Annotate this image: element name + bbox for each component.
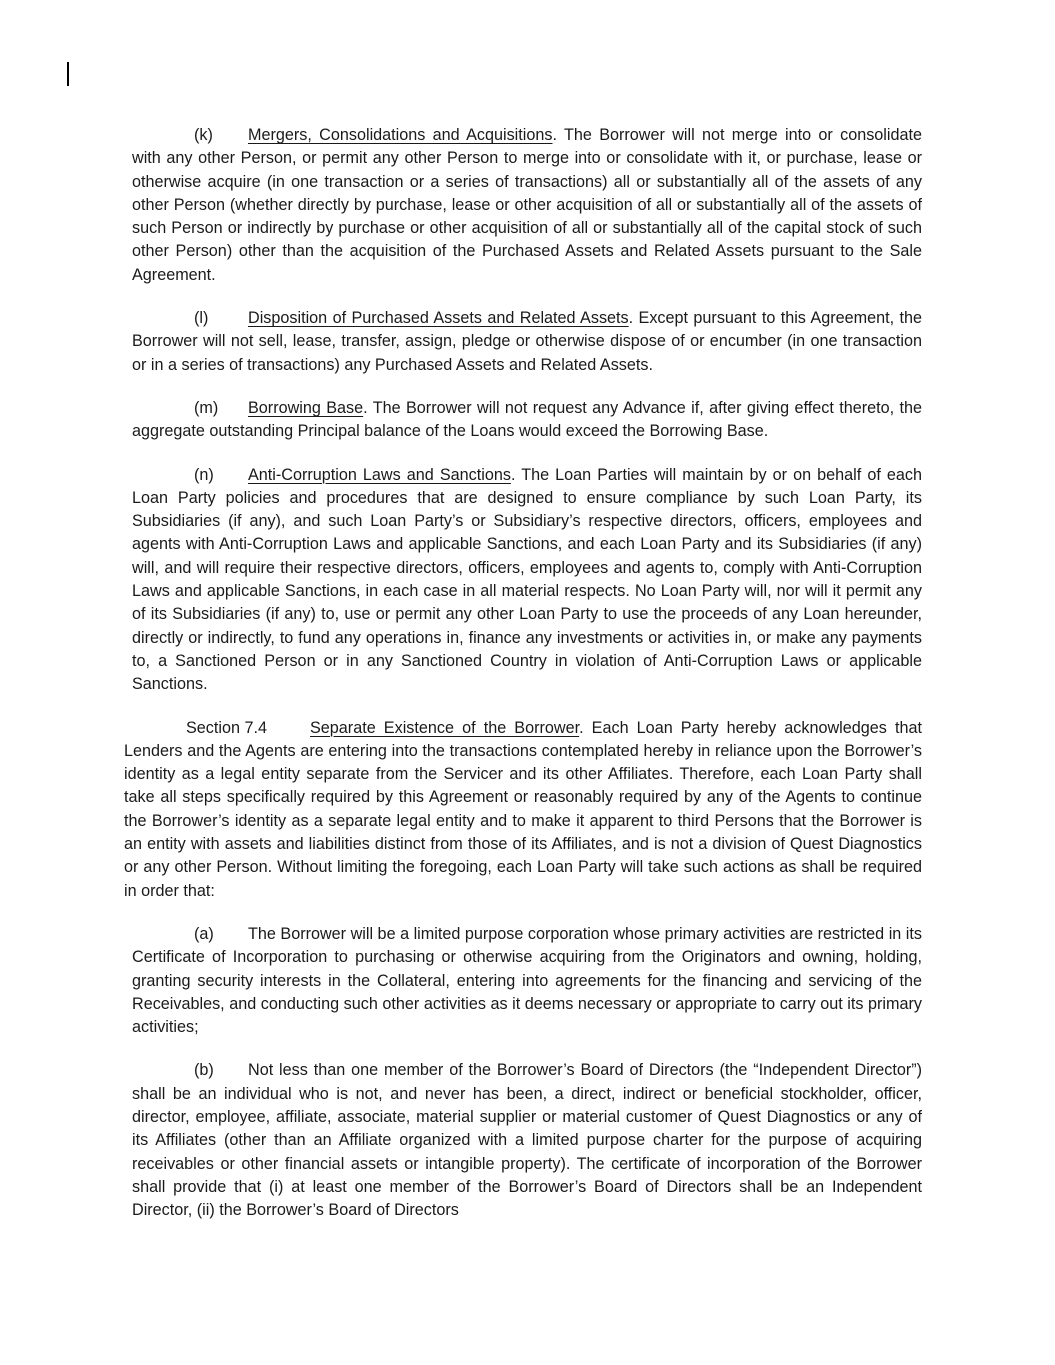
subparagraph-label: (a) [194,924,214,943]
paragraph-k [132,124,922,287]
subparagraph-text: Not less than one member of the Borrower’s Board of Directors (the “Independent Director”) shall be an individual who is not, and never has been, a direct, indirect or beneficial stockholder, officer, director, employee, affiliate, associate, material supplier or material customer of Quest Diagnostics or any of its Affiliates (other than an Affiliate organized with a limited purpose charter for the purpose of acquiring receivables or other financial assets or intangible property). The certificate of incorporation of the Borrower shall provide that (i) at least one member of the Borrower’s Board of Directors shall be an Independent Director, (ii) the Borrower’s Board of Directors [132,1061,922,1220]
paragraph-m [132,397,922,444]
paragraph-label: (l) [194,309,209,328]
paragraph-heading: Borrowing Base [248,398,364,417]
paragraph-heading: Disposition of Purchased Assets and Related Assets [248,309,629,328]
paragraph-text: . The Borrower will not request any Advance if, after giving effect thereto, the aggregate outstanding Principal balance of the Loans would exceed the Borrowing Base. [132,398,922,441]
section-heading: Separate Existence of the Borrower [310,718,580,737]
section-7-4 [124,717,922,903]
paragraph-label: (m) [194,398,219,417]
paragraph-heading: Mergers, Consolidations and Acquisitions [248,126,553,144]
paragraph-heading: Anti-Corruption Laws and Sanctions [248,465,511,484]
paragraph-text: . The Borrower will not merge into or consolidate with any other Person, or permit any other Person to merge into or consolidate with it, or purchase, lease or otherwise acquire (in one transaction or a series of transactions) all or substantially all of the assets of any other Person (whether directly by purchase, lease or other acquisition of all or substantially all of the assets of such Person or indirectly by purchase or other acquisition of all or substantially all of the capital stock of such other Person) other than the acquisition of the Purchased Assets and Related Assets pursuant to the Sale Agreement. [132,126,923,284]
paragraph-label: (k) [194,126,213,144]
subparagraph-a [132,923,922,1039]
subparagraph-label: (b) [194,1061,214,1080]
section-text: . Each Loan Party hereby acknowledges that Lenders and the Agents are entering into the transactions contemplated hereby in reliance upon the Borrower’s identity as a legal entity separate from the Servicer and its other Affiliates. Therefore, each Loan Party shall take all steps specifically required by this Agreement or reasonably required by any of the Agents to continue the Borrower’s identity as a separate legal entity and to make it apparent to third Persons that the Borrower is an entity with assets and liabilities distinct from those of its Affiliates, and is not a division of Quest Diagnostics or any other Person. Without limiting the foregoing, each Loan Party will take such actions as shall be required in order that: [124,718,922,900]
text-cursor [67,62,69,86]
paragraph-label: (n) [194,465,214,484]
paragraph-n [132,464,922,697]
paragraph-l [132,307,922,377]
paragraph-text: . Except pursuant to this Agreement, the Borrower will not sell, lease, transfer, assign, pledge or otherwise dispose of or encumber (in one transaction or in a series of transactions) any Purchased Assets and Related Assets. [132,309,922,374]
section-label: Section 7.4 [186,718,267,737]
paragraph-text: . The Loan Parties will maintain by or on behalf of each Loan Party policies and procedures that are designed to ensure compliance by such Loan Party, its Subsidiaries (if any), and such Loan Party’s or Subsidiary’s respective directors, officers, employees and agents with Anti-Corruption Laws and applicable Sanctions, and each Loan Party and its Subsidiaries (if any) will, and will require their respective directors, officers, employees and agents to, comply with Anti-Corruption Laws and applicable Sanctions, in each case in all material respects. No Loan Party will, nor will it permit any of its Subsidiaries (if any) to, use or permit any other Loan Party to use the proceeds of any Loan hereunder, directly or indirectly, to fund any operations in, finance any investments or activities in, or make any payments to, a Sanctioned Person or in any Sanctioned Country in violation of Anti-Corruption Laws or applicable Sanctions. [132,465,923,694]
subparagraph-b [132,1059,922,1222]
document-body [124,124,923,1242]
subparagraph-text: The Borrower will be a limited purpose corporation whose primary activities are restricted in its Certificate of Incorporation to purchasing or otherwise acquiring from the Originators and owning, holding, granting security interests in the Collateral, entering into agreements for the financing and servicing of the Receivables, and conducting such other activities as it deems necessary or appropriate to carry out its primary activities; [132,924,922,1037]
